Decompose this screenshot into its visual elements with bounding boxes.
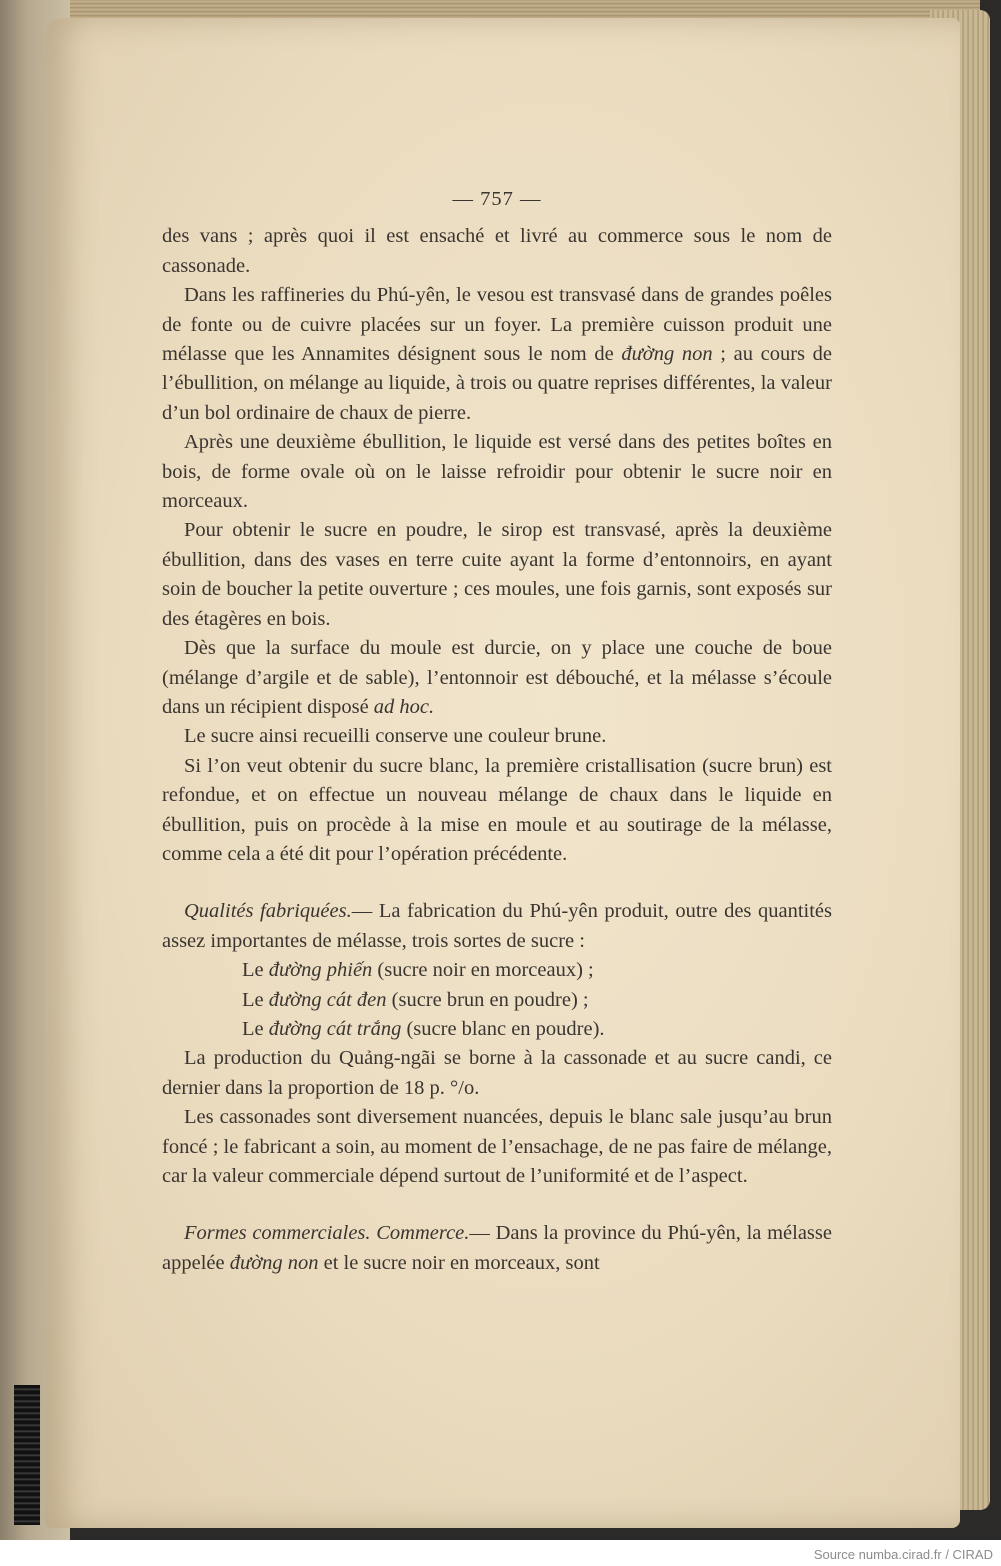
list-prefix: Le — [242, 959, 269, 982]
section-gap — [162, 1191, 832, 1219]
term-italic: ad hoc. — [373, 695, 435, 718]
paragraph-couleur-brune: Le sucre ainsi recueilli conserve une couleur brune. — [184, 725, 607, 748]
section-gap — [162, 869, 832, 897]
text-run: Dans les raffineries du Phú-yên, le vesou est transvasé dans de grandes poêles de fonte ou de cuivre placées sur un foyer. La première cuisson produit une mélasse que les Annamites désignent sous le nom de — [162, 284, 832, 366]
section-qualites — [162, 897, 832, 956]
list-desc: (sucre brun en poudre) ; — [386, 988, 589, 1011]
list-desc: (sucre blanc en poudre). — [401, 1017, 605, 1040]
page-number: — 757 — — [452, 188, 542, 210]
list-prefix: Le — [242, 1017, 269, 1040]
text-run: ; au cours de l’ébullition, on mélange au liquide, à trois ou quatre reprises différentes, la valeur d’un bol ordinaire de chaux de pierre. — [162, 343, 832, 424]
paragraph-cassonades: Les cassonades sont diversement nuancées, depuis le blanc sale jusqu’au brun foncé ; le fabricant a soin, au moment de l’ensachage, de ne pas faire de mélange, car la valeur commerciale dépend surtout de l’uniformité et de l’aspect. — [162, 1106, 832, 1187]
paragraph-raffineries — [162, 281, 832, 428]
list-item — [162, 986, 832, 1015]
text-run: — La fabrication du Phú-yên produit, outre des quantités assez importantes de mélasse, trois sortes de sucre : — [162, 900, 832, 952]
page-text — [162, 185, 832, 1278]
binding-spine — [14, 1385, 40, 1525]
section-formes-commerciales — [162, 1219, 832, 1278]
text-run: et le sucre noir en morceaux, sont — [318, 1251, 600, 1274]
paragraph-deuxieme-ebullition: Après une deuxième ébullition, le liquide est versé dans des petites boîtes en bois, de forme ovale où on le laisse refroidir pour obtenir le sucre noir en morceaux. — [162, 431, 832, 513]
paragraph-continuation: des vans ; après quoi il est ensaché et livré au commerce sous le nom de cassonade. — [162, 225, 832, 277]
term-italic: đường cát trắng — [268, 1017, 402, 1040]
list-item — [162, 956, 832, 985]
paragraph-sucre-blanc: Si l’on veut obtenir du sucre blanc, la première cristallisation (sucre brun) est refondue, et on effectue un nouveau mélange de chaux dans le liquide en ébullition, puis on procède à la mise en moule et au soutirage de la mélasse, comme cela a été dit pour l’opération précédente. — [162, 754, 832, 865]
section-heading: Qualités fabriquées. — [184, 900, 352, 923]
text-run: — Dans la province du Phú-yên, la mélasse appelée — [162, 1222, 832, 1274]
list-item — [162, 1015, 832, 1044]
term-italic: đường non — [229, 1251, 319, 1274]
paragraph-quang-ngai: La production du Quảng-ngãi se borne à la cassonade et au sucre candi, ce dernier dans la proportion de 18 p. °/o. — [162, 1047, 832, 1099]
term-italic: đường phiến — [268, 959, 373, 982]
source-credit: Source numba.cirad.fr / CIRAD — [813, 1547, 993, 1562]
text-run: Dès que la surface du moule est durcie, on y place une couche de boue (mélange d’argile et de sable), l’entonnoir est débouché, et la mélasse s’écoule dans un récipient disposé — [162, 637, 832, 718]
section-heading: Formes commerciales. Commerce. — [184, 1222, 470, 1245]
term-italic: đường cát đen — [268, 988, 387, 1011]
list-desc: (sucre noir en morceaux) ; — [372, 959, 594, 982]
list-prefix: Le — [242, 988, 269, 1011]
paragraph-moule — [162, 634, 832, 722]
term-italic: đường non — [621, 343, 713, 366]
paragraph-sucre-en-poudre: Pour obtenir le sucre en poudre, le sirop est transvasé, après la deuxième ébullition, dans des vases en terre cuite ayant la forme d’entonnoirs, en ayant soin de boucher la petite ouverture ; ces moules, une fois garnis, sont exposés sur des étagères en bois. — [162, 519, 832, 630]
